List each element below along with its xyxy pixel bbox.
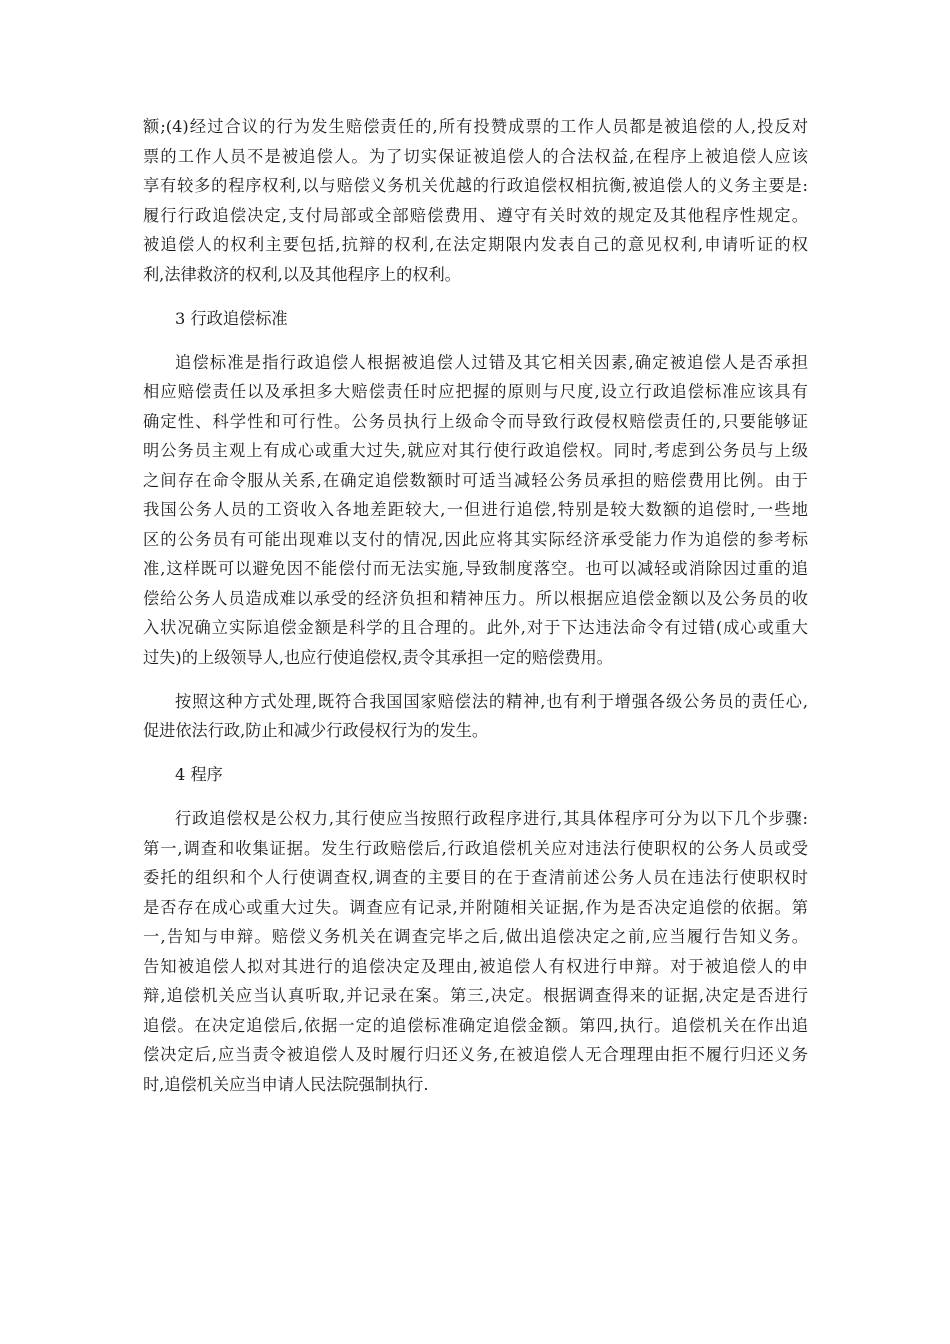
text-line: 入状况确立实际追偿金额是科学的且合理的。此外,对于下达违法命令有过错(成心或重大 bbox=[143, 618, 808, 637]
text-line: 利,法律救济的权利,以及其他程序上的权利。 bbox=[143, 264, 461, 284]
text-line: 区的公务员有可能出现难以支付的情况,因此应将其实际经济承受能力作为追偿的参考标 bbox=[143, 529, 808, 549]
paragraph-procedure bbox=[143, 804, 808, 1099]
text-line: 过失)的上级领导人,也应行使追偿权,责令其承担一定的赔偿费用。 bbox=[143, 647, 613, 667]
section-heading-3: 3 行政追偿标准 bbox=[175, 308, 288, 328]
text-line: 准,这样既可以避免因不能偿付而无法实施,导致制度落空。也可以减轻或消除因过重的追 bbox=[143, 559, 808, 578]
text-line: 我国公务人员的工资收入各地差距较大,一但进行追偿,特别是较大数额的追偿时,一些地 bbox=[143, 500, 808, 519]
text-line: 追偿标准是指行政追偿人根据被追偿人过错及其它相关因素,确定被追偿人是否承担 bbox=[175, 352, 808, 372]
text-line: 第一,调查和收集证据。发生行政赔偿后,行政追偿机关应对违法行使职权的公务人员或受 bbox=[143, 838, 808, 858]
text-line: 按照这种方式处理,既符合我国国家赔偿法的精神,也有利于增强各级公务员的责任心, bbox=[175, 691, 808, 711]
spacer bbox=[143, 289, 808, 304]
spacer bbox=[143, 746, 808, 761]
text-line: 享有较多的程序权利,以与赔偿义务机关优越的行政追偿权相抗衡,被追偿人的义务主要是: bbox=[143, 176, 808, 195]
text-line: 促进依法行政,防止和减少行政侵权行为的发生。 bbox=[143, 721, 489, 740]
text-line: 委托的组织和个人行使调查权,调查的主要目的在于查清前述公务人员在违法行使职权时 bbox=[143, 868, 808, 887]
text-line: 票的工作人员不是被追偿人。为了切实保证被追偿人的合法权益,在程序上被追偿人应该 bbox=[143, 146, 808, 166]
text-line: 时,追偿机关应当申请人民法院强制执行. bbox=[143, 1074, 429, 1094]
text-line: 之间存在命令服从关系,在确定追偿数额时可适当减轻公务员承担的赔偿费用比例。由于 bbox=[143, 470, 808, 490]
spacer bbox=[143, 790, 808, 805]
text-line: 一,告知与申辩。赔偿义务机关在调查完毕之后,做出追偿决定之前,应当履行告知义务。 bbox=[143, 927, 808, 946]
text-line: 额;(4)经过合议的行为发生赔偿责任的,所有投赞成票的工作人员都是被追偿的人,投反对 bbox=[143, 117, 808, 136]
text-line: 履行行政追偿决定,支付局部或全部赔偿费用、遵守有关时效的规定及其他程序性规定。 bbox=[143, 205, 808, 225]
text-line: 偿给公务人员造成难以承受的经济负担和精神压力。所以根据应追偿金额以及公务员的收 bbox=[143, 588, 808, 608]
text-line: 告知被追偿人拟对其进行的追偿决定及理由,被追偿人有权进行申辩。对于被追偿人的申 bbox=[143, 956, 808, 976]
document-page bbox=[143, 112, 808, 1099]
text-line: 明公务员主观上有成心或重大过失,就应对其行使行政追偿权。同时,考虑到公务员与上级 bbox=[143, 441, 808, 460]
text-line: 相应赔偿责任以及承担多大赔偿责任时应把握的原则与尺度,设立行政追偿标准应该具有 bbox=[143, 382, 808, 401]
text-line: 是否存在成心或重大过失。调查应有记录,并附随相关证据,作为是否决定追偿的依据。第 bbox=[143, 897, 808, 917]
spacer bbox=[143, 333, 808, 348]
text-line: 行政追偿权是公权力,其行使应当按照行政程序进行,其具体程序可分为以下几个步骤: bbox=[175, 809, 808, 828]
spacer bbox=[143, 672, 808, 687]
text-line: 被追偿人的权利主要包括,抗辩的权利,在法定期限内发表自己的意见权利,申请听证的权 bbox=[143, 235, 808, 254]
text-line: 辩,追偿机关应当认真听取,并记录在案。第三,决定。根据调查得来的证据,决定是否进行 bbox=[143, 986, 808, 1005]
text-line: 确定性、科学性和可行性。公务员执行上级命令而导致行政侵权赔偿责任的,只要能够证 bbox=[143, 411, 808, 431]
text-line: 偿决定后,应当责令被追偿人及时履行归还义务,在被追偿人无合理理由拒不履行归还义务 bbox=[143, 1045, 808, 1064]
text-line: 追偿。在决定追偿后,依据一定的追偿标准确定追偿金额。第四,执行。追偿机关在作出追 bbox=[143, 1015, 808, 1035]
paragraph-method bbox=[143, 687, 808, 746]
section-heading-4: 4 程序 bbox=[175, 765, 223, 784]
paragraph-obligations bbox=[143, 112, 808, 289]
paragraph-standards bbox=[143, 348, 808, 673]
